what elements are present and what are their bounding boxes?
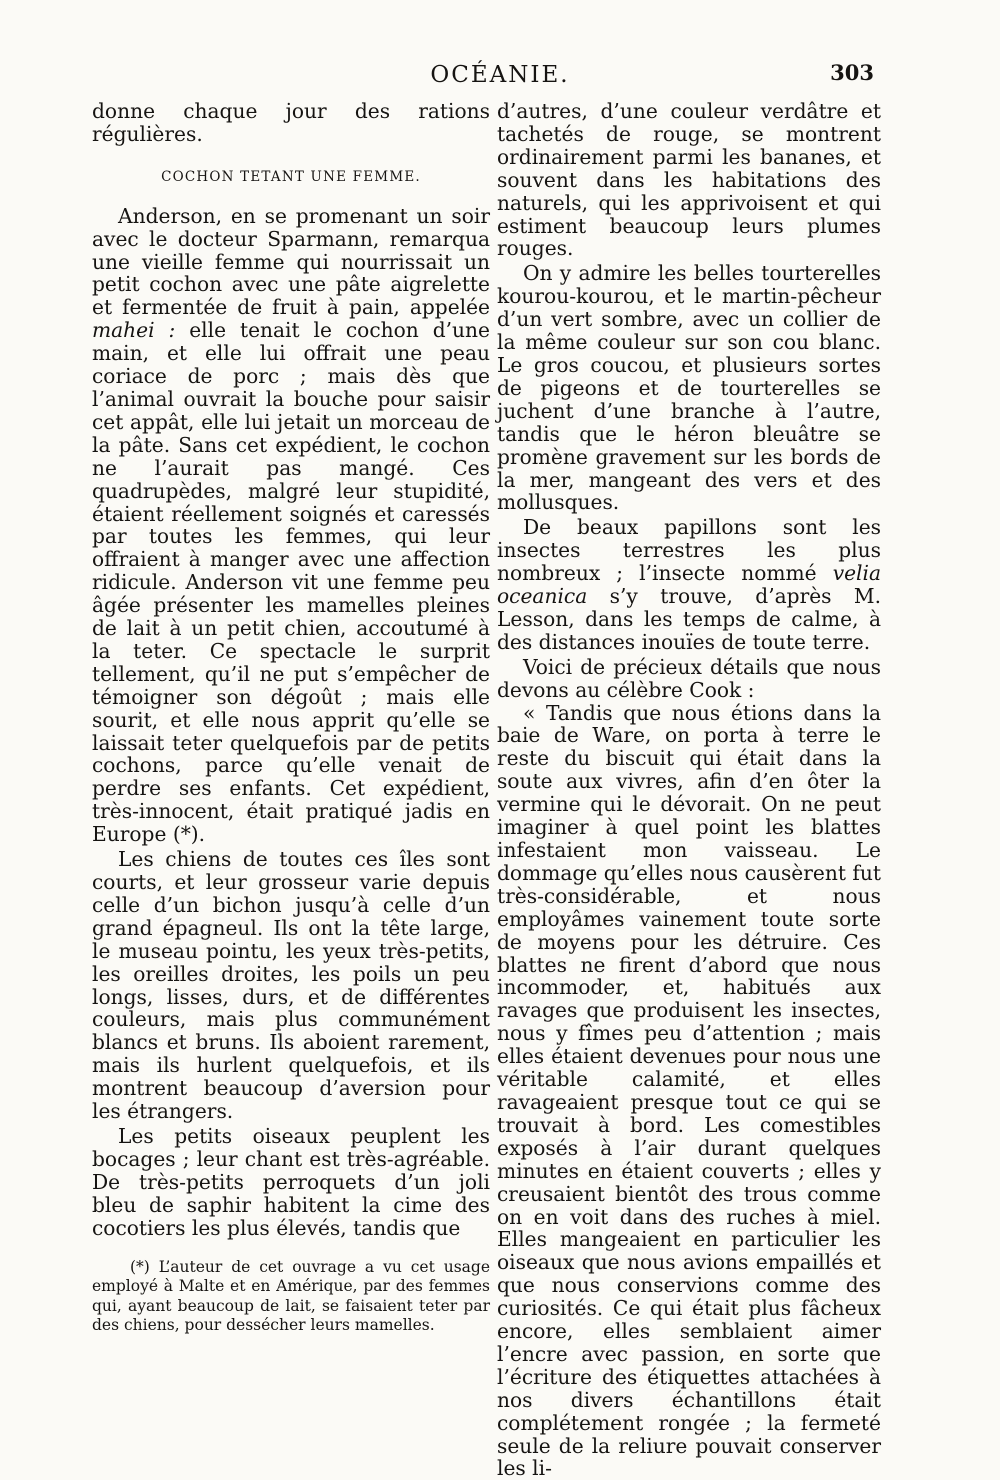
italic-term: velia oceanica bbox=[497, 561, 881, 609]
footnote: (*) L’auteur de cet ouvrage a vu cet usage employé à Malte et en Amérique, par des femmes qui, ayant beaucoup de lait, se faisaient teter par des chiens, pour dessécher leurs mamelles. bbox=[92, 1257, 490, 1334]
continuation-paragraph: d’autres, d’une couleur verdâtre et tachetés de rouge, se montrent ordinairement parmi les bananes, et souvent dans les habitations des naturels, qui les apprivoisent et qui estiment beaucoup leurs plumes rouges. bbox=[497, 99, 881, 261]
paragraph-text: De beaux papillons sont les insectes terrestres les plus nombreux ; l’insecte nommé bbox=[497, 515, 881, 586]
section-heading: COCHON TETANT UNE FEMME. bbox=[161, 168, 421, 185]
page-number: 303 bbox=[830, 60, 874, 85]
paragraph-dogs: Les chiens de toutes ces îles sont courts, et leur grosseur varie depuis celle d’un bichon jusqu’à celle d’un grand épagneul. Ils ont la tête large, le museau pointu, les yeux très-petits, les oreilles droites, les poils un peu longs, lisses, durs, et de différentes couleurs, mais plus communément blancs et bruns. Ils aboient rarement, mais ils hurlent quelquefois, et ils montrent beaucoup d’aversion pour les étrangers. bbox=[92, 847, 490, 1124]
left-column bbox=[92, 100, 490, 1336]
right-column bbox=[497, 100, 881, 1480]
italic-term: mahei : bbox=[92, 318, 176, 343]
page-title: OCÉANIE. bbox=[430, 62, 570, 88]
paragraph-papillons bbox=[497, 516, 881, 653]
paragraph-text: elle tenait le cochon d’une main, et elle lui offrait une peau coriace de porc ; mais dès que l’animal ouvrait la bouche pour saisir cet appât, elle lui jetait un morceau de la pâte. Sans cet expédient, le cochon ne l’aurait pas mangé. Ces quadrupèdes, malgré leur stupidité, étaient réellement soignés et caressés par toutes les femmes, qui leur offraient à manger avec une affection ridicule. Anderson vit une femme peu âgée présenter les mamelles pleines de lait à un petit chien, accoutumé à la teter. Ce spectacle le surprit tellement, qu’il ne put s’empêcher de témoigner son dégoût ; mais elle sourit, et elle nous apprit qu’elle se laissait teter quelquefois par de petits cochons, parce qu’elle venait de perdre ses enfants. Cet expédient, très-innocent, était pratiqué jadis en Europe (*). bbox=[92, 318, 490, 847]
continuation-paragraph: donne chaque jour des rations régulières. bbox=[92, 99, 490, 146]
paragraph-text: s’y trouve, d’après M. Lesson, dans les temps de calme, à des distances inouïes de toute terre. bbox=[497, 584, 881, 654]
paragraph-anderson bbox=[92, 205, 490, 846]
paragraph-text: Anderson, en se promenant un soir avec le docteur Sparmann, remarqua une vieille femme qui nourrissait un petit cochon avec une pâte aigrelette et fermentée de fruit à pain, appelée bbox=[92, 203, 490, 320]
paragraph-birds: Les petits oiseaux peuplent les bocages ; leur chant est très-agréable. De très-petits perroquets d’un joli bleu de saphir habitent la cime des cocotiers les plus élevés, tandis que bbox=[92, 1123, 490, 1240]
paragraph-cook-intro: Voici de précieux détails que nous devons au célèbre Cook : bbox=[497, 654, 881, 702]
paragraph-cook-quote: « Tandis que nous étions dans la baie de Ware, on porta à terre le reste du biscuit qui était dans la soute aux vivres, afin d’en ôter la vermine qui le dévorait. On ne peut imaginer à quel point les blattes infestaient mon vaisseau. Le dommage qu’elles nous causèrent fut très-considérable, et nous employâmes vainement toute sorte de moyens pour les détruire. Ces blattes ne firent d’abord que nous incommoder, et, habitués aux ravages que produisent les insectes, nous y fîmes peu d’attention ; mais elles étaient devenues pour nous une véritable calamité, et elles ravageaient presque tout ce qui se trouvait à bord. Les comestibles exposés à l’air durant quelques minutes en étaient couverts ; elles y creusaient bientôt des trous comme on en voit dans des ruches à miel. Elles mangeaient en particulier les oiseaux que nous avions empaillés et que nous conservions comme des curiosités. Ce qui était plus fâcheux encore, elles semblaient aimer l’encre avec passion, en sorte que l’écriture des étiquettes attachées à nos divers échantillons était complétement rongée ; la fermeté seule de la reliure pouvait conserver les li- bbox=[497, 700, 881, 1480]
paragraph-tourterelles: On y admire les belles tourterelles kourou-kourou, et le martin-pêcheur d’un vert sombre, avec un collier de la même couleur sur son cou blanc. Le gros coucou, et plusieurs sortes de pigeons et de tourterelles se juchent d’une branche à l’autre, tandis que le héron bleuâtre se promène gravement sur les bords de la mer, mangeant des vers et des mollusques. bbox=[497, 261, 881, 515]
